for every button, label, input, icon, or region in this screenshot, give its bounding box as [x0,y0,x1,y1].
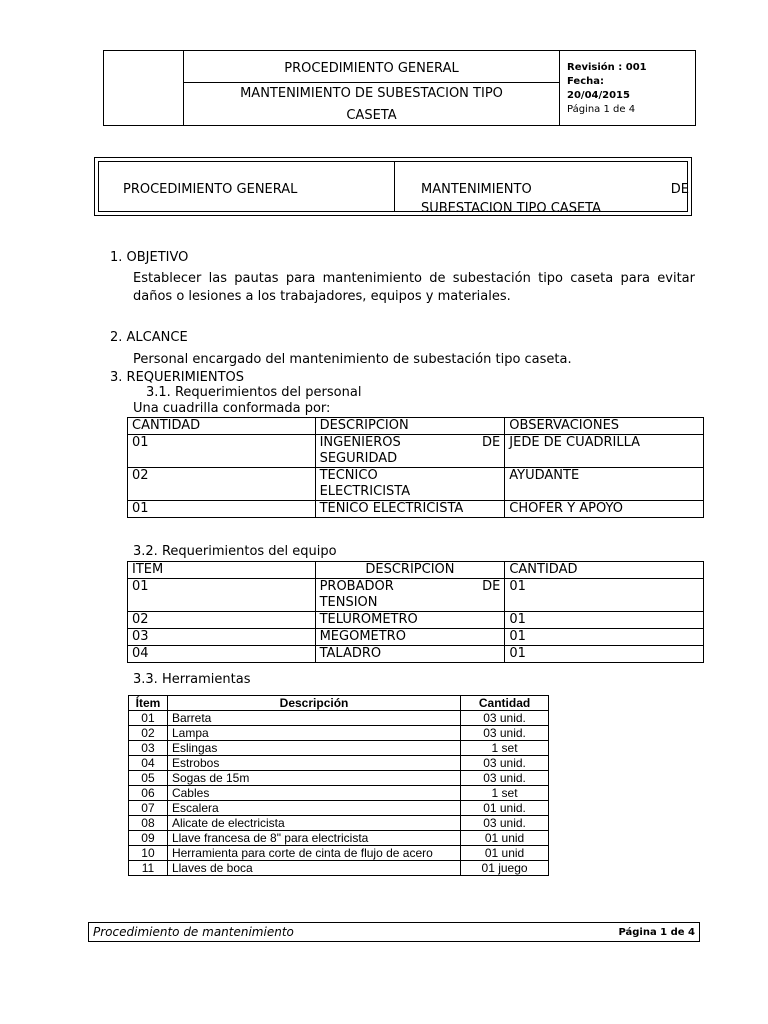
table-row [129,741,549,756]
table-row [129,771,549,786]
header-fecha: 20/04/2015 [567,90,630,101]
cell-text: DE [482,435,501,450]
table-header-row [128,562,704,579]
table-cell: Estrobos [167,756,460,771]
title-right-word1: MANTENIMIENTO [421,182,532,197]
table-cell: 03 unid. [461,771,549,786]
table-cell: 01 [505,629,704,646]
table-cell: Cables [167,786,460,801]
cell-text: TENSION [319,595,378,610]
table-cell: 10 [129,846,168,861]
table-cell: 09 [129,831,168,846]
table-cell: 01 unid. [461,801,549,816]
table-row [129,831,549,846]
footer-left: Procedimiento de mantenimiento [93,925,294,939]
section-personal-title: 3.1. Requerimientos del personal [146,385,362,400]
table-cell: 02 [128,612,316,629]
section-requerimientos-title: 3. REQUERIMIENTOS [110,370,245,385]
table-row [129,786,549,801]
table-cell: Llave francesa de 8" para electricista [167,831,460,846]
table-header-cell: Descripción [167,696,460,711]
table-cell: 01 [505,612,704,629]
table-cell: 04 [129,756,168,771]
header-line3: CASETA [346,108,397,123]
title-left-cell [99,162,395,211]
table-cell: 08 [129,816,168,831]
table-cell: 1 set [461,786,549,801]
table-cell: TELUROMETRO [315,612,505,629]
table-cell: CHOFER Y APOYO [505,501,704,518]
section-objetivo-text: Establecer las pautas para mantenimiento de subestación tipo caseta para evitar daños o lesiones a los trabajadores, equipos y materiales. [133,271,695,304]
table-row [128,646,704,663]
table-cell: 07 [129,801,168,816]
cell-text: SEGURIDAD [319,451,398,466]
table-header-cell: CANTIDAD [128,418,316,435]
table-cell: TALADRO [315,646,505,663]
table-cell: 01 unid [461,831,549,846]
table-cell: TENICO ELECTRICISTA [315,501,505,518]
table-row [129,816,549,831]
header-line1: PROCEDIMIENTO GENERAL [184,51,559,83]
table-row [128,612,704,629]
table-cell [315,435,505,468]
table-row [128,435,704,468]
section-alcance-text: Personal encargado del mantenimiento de subestación tipo caseta. [133,352,572,367]
cell-text: PROBADOR [319,579,394,594]
table-cell: 03 unid. [461,726,549,741]
table-cell: 01 [505,646,704,663]
table-cell: Llaves de boca [167,861,460,876]
header-line2-block [184,83,559,127]
table-cell: 01 [505,579,704,612]
title-right-line2: SUBESTACION TIPO CASETA [421,201,601,216]
table-cell: 05 [129,771,168,786]
title-left: PROCEDIMIENTO GENERAL [123,182,298,197]
cell-text: TECNICO [319,468,378,483]
table-cell: 11 [129,861,168,876]
footer-page: Página 1 de 4 [618,927,695,938]
table-cell: Herramienta para corte de cinta de flujo de acero [167,846,460,861]
personal-table [127,417,704,518]
table-row [128,629,704,646]
table-row [128,579,704,612]
table-cell: JEDE DE CUADRILLA [505,435,704,468]
header-fecha-label: Fecha: [567,76,605,87]
section-herramientas-title: 3.3. Herramientas [133,672,251,687]
table-row [129,846,549,861]
table-cell: 01 [128,501,316,518]
table-cell: 03 [128,629,316,646]
table-header-row [128,418,704,435]
table-row [129,861,549,876]
table-cell: 03 unid. [461,756,549,771]
table-cell: 01 juego [461,861,549,876]
table-cell: 06 [129,786,168,801]
table-cell: Escalera [167,801,460,816]
cell-text: ELECTRICISTA [319,484,411,499]
header-pagina: Página 1 de 4 [567,104,636,115]
table-cell: 04 [128,646,316,663]
table-row [129,756,549,771]
equipo-table [127,561,704,663]
document-header [103,50,696,126]
table-header-cell: ITEM [128,562,316,579]
cell-text: DE [482,579,501,594]
table-header-cell: DESCRIPCION [315,562,505,579]
table-header-cell: Cantidad [461,696,549,711]
header-title-cell [184,51,560,125]
table-header-cell: OBSERVACIONES [505,418,704,435]
page-footer [88,922,700,942]
title-right-cell [421,180,689,218]
table-row [129,711,549,726]
table-row [129,801,549,816]
table-header-cell: DESCRIPCION [315,418,505,435]
header-meta [567,61,647,117]
table-cell: Alicate de electricista [167,816,460,831]
tools-table [128,695,549,876]
table-cell: MEGOMETRO [315,629,505,646]
table-cell: 01 unid [461,846,549,861]
table-cell: 01 [128,579,316,612]
table-row [129,726,549,741]
logo-cell [104,51,184,125]
tools-table-body [129,711,549,876]
table-cell [315,468,505,501]
table-cell [315,579,505,612]
table-cell: Barreta [167,711,460,726]
section-equipo-title: 3.2. Requerimientos del equipo [133,544,337,559]
table-cell: AYUDANTE [505,468,704,501]
table-cell: 1 set [461,741,549,756]
cell-text: INGENIEROS [319,435,401,450]
section-personal-sub: Una cuadrilla conformada por: [133,401,331,416]
table-header-cell: CANTIDAD [505,562,704,579]
table-cell: Sogas de 15m [167,771,460,786]
table-cell: 03 unid. [461,711,549,726]
table-cell: Eslingas [167,741,460,756]
table-row [128,501,704,518]
table-cell: 03 unid. [461,816,549,831]
table-row [128,468,704,501]
table-cell: 01 [128,435,316,468]
title-box [94,157,692,216]
table-cell: 01 [129,711,168,726]
header-line2: MANTENIMIENTO DE SUBESTACION TIPO [240,86,503,101]
table-header-cell: Ítem [129,696,168,711]
table-header-row [129,696,549,711]
table-cell: 02 [128,468,316,501]
header-revision: Revisión : 001 [567,62,647,73]
section-alcance-title: 2. ALCANCE [110,330,188,345]
section-objetivo-title: 1. OBJETIVO [110,250,189,265]
table-cell: Lampa [167,726,460,741]
title-right-word2: DE [670,182,689,197]
table-cell: 03 [129,741,168,756]
table-cell: 02 [129,726,168,741]
